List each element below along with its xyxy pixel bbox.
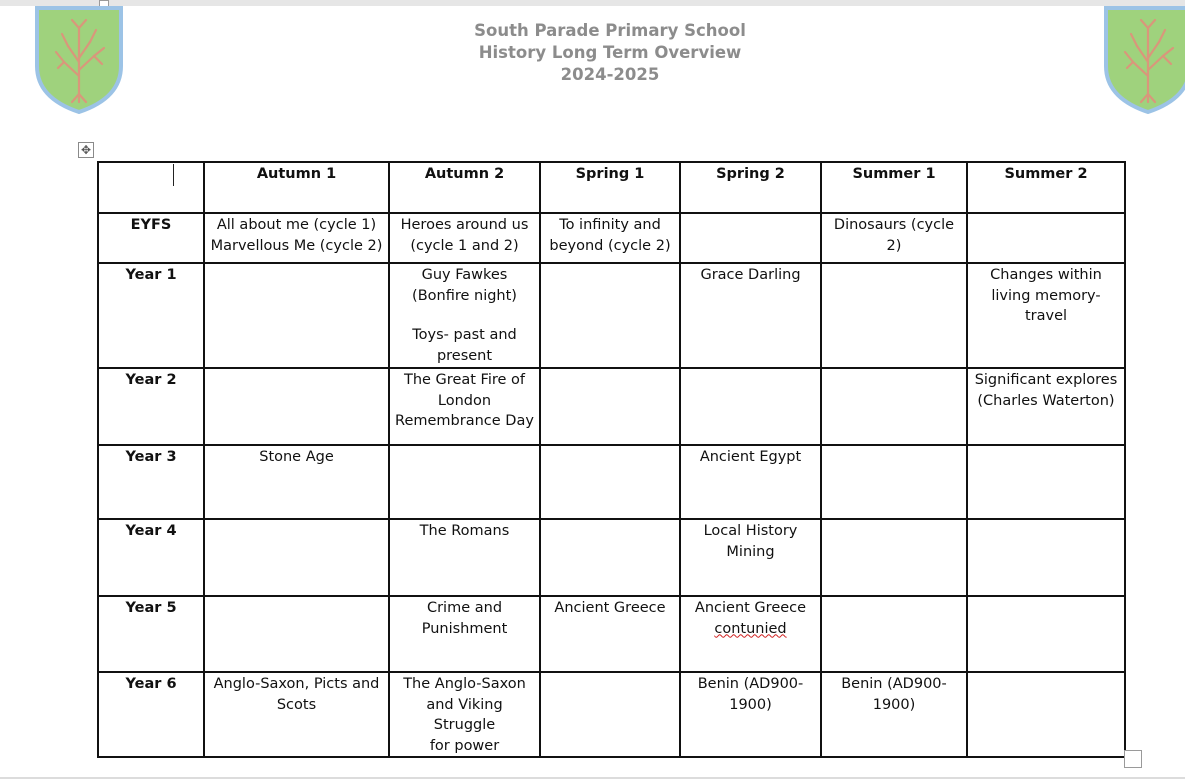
cell-line: Crime and	[426, 600, 503, 616]
table-cell[interactable]	[540, 596, 680, 672]
cell-line: Punishment	[421, 620, 508, 637]
cell-line: Toys- past and	[412, 327, 517, 343]
table-move-handle-icon[interactable]: ✥	[78, 142, 94, 158]
table-cell[interactable]	[540, 368, 680, 445]
text-cursor	[173, 164, 174, 186]
column-header: Spring 2	[680, 162, 821, 213]
school-name: South Parade Primary School	[474, 21, 746, 40]
table-cell[interactable]	[680, 672, 821, 757]
column-header: Summer 1	[821, 162, 967, 213]
table-row	[98, 368, 1125, 445]
row-label: EYFS	[98, 213, 204, 263]
table-cell[interactable]	[967, 519, 1125, 596]
table-cell[interactable]	[680, 445, 821, 519]
table-cell[interactable]	[540, 263, 680, 368]
table-cell[interactable]	[540, 445, 680, 519]
table-cell[interactable]	[821, 445, 967, 519]
table-cell[interactable]	[540, 213, 680, 263]
table-cell[interactable]	[389, 213, 540, 263]
table-cell[interactable]	[389, 445, 540, 519]
column-header: Autumn 1	[204, 162, 389, 213]
row-label: Year 5	[98, 596, 204, 672]
cell-line: beyond (cycle 2)	[549, 237, 671, 254]
cell-line: 1900)	[729, 696, 772, 713]
table-cell[interactable]	[204, 368, 389, 445]
table-cell[interactable]	[821, 263, 967, 368]
cell-line: Significant explores	[974, 372, 1118, 388]
table-cell[interactable]	[389, 263, 540, 368]
row-label: Year 3	[98, 445, 204, 519]
cell-line: Anglo-Saxon, Picts and	[213, 676, 380, 692]
cell-line: 1900)	[872, 696, 916, 713]
cell-line: Grace Darling	[700, 267, 801, 283]
cell-line: (Charles Waterton)	[977, 392, 1115, 409]
document-title: History Long Term Overview	[478, 43, 742, 62]
table-cell[interactable]	[389, 672, 540, 757]
table-cell[interactable]	[204, 263, 389, 368]
column-header: Spring 1	[540, 162, 680, 213]
table-cell[interactable]	[821, 368, 967, 445]
table-cell[interactable]	[389, 596, 540, 672]
table-cell[interactable]	[680, 519, 821, 596]
table-row	[98, 445, 1125, 519]
cell-line: Stone Age	[259, 449, 334, 465]
school-crest-icon	[1103, 6, 1185, 114]
table-cell[interactable]	[967, 213, 1125, 263]
cell-line: Guy Fawkes	[421, 267, 508, 283]
table-cell[interactable]	[967, 672, 1125, 757]
table-cell[interactable]	[389, 368, 540, 445]
table-cell[interactable]	[204, 519, 389, 596]
cell-line: The Great Fire of	[403, 372, 526, 388]
cell-line: living memory- travel	[991, 287, 1101, 324]
table-cell[interactable]	[821, 672, 967, 757]
misspelled-word[interactable]: contunied	[714, 620, 787, 637]
table-cell[interactable]	[204, 672, 389, 757]
table-cell[interactable]	[540, 519, 680, 596]
column-header: Autumn 2	[389, 162, 540, 213]
page-top-edge	[0, 0, 1185, 6]
table-cell[interactable]	[967, 445, 1125, 519]
cell-line: To infinity and	[559, 217, 661, 233]
table-cell[interactable]	[821, 596, 967, 672]
cell-line: Ancient Egypt	[699, 449, 802, 465]
table-cell[interactable]	[204, 213, 389, 263]
cell-line: and Viking Struggle	[426, 696, 503, 733]
table-cell[interactable]	[821, 213, 967, 263]
cell-line: Remembrance Day	[395, 413, 534, 429]
table-cell[interactable]	[967, 263, 1125, 368]
table-cell[interactable]	[967, 596, 1125, 672]
cell-line: London	[437, 392, 492, 409]
row-label: Year 6	[98, 672, 204, 757]
table-cell[interactable]	[680, 263, 821, 368]
table-row	[98, 596, 1125, 672]
cell-line: Changes within	[990, 267, 1102, 283]
cell-line: Scots	[276, 696, 317, 713]
cell-line: Mining	[726, 543, 775, 560]
cell-line: (Bonfire night)	[412, 287, 517, 304]
cell-line: All about me (cycle 1)	[216, 217, 377, 233]
cell-line: Benin (AD900-	[841, 676, 947, 692]
column-header: Summer 2	[967, 162, 1125, 213]
table-row	[98, 213, 1125, 263]
table-row	[98, 672, 1125, 757]
cell-line: present	[436, 347, 493, 364]
table-cell[interactable]	[680, 368, 821, 445]
table-row	[98, 263, 1125, 368]
cell-line: Marvellous Me (cycle 2)	[210, 237, 383, 254]
cell-line: (cycle 1 and 2)	[410, 237, 519, 254]
table-cell[interactable]	[204, 596, 389, 672]
document-header	[400, 20, 820, 86]
school-crest-icon	[34, 6, 124, 114]
cell-line: Benin (AD900-	[697, 676, 804, 692]
history-overview-table	[97, 161, 1126, 758]
cell-spacer	[395, 306, 534, 325]
table-cell[interactable]	[204, 445, 389, 519]
row-label: Year 4	[98, 519, 204, 596]
cell-line: Ancient Greece	[554, 600, 666, 616]
cell-line: Local History	[703, 523, 798, 539]
cell-line: Ancient Greece	[694, 600, 807, 616]
table-header-row	[98, 162, 1125, 213]
table-cell[interactable]	[680, 596, 821, 672]
table-cell[interactable]	[540, 672, 680, 757]
table-resize-handle-icon[interactable]	[1124, 750, 1142, 768]
table-row	[98, 519, 1125, 596]
cell-line: for power	[429, 737, 500, 754]
cell-line: The Anglo-Saxon	[403, 676, 526, 692]
document-year: 2024-2025	[560, 65, 660, 84]
row-label: Year 2	[98, 368, 204, 445]
table-cell[interactable]	[389, 519, 540, 596]
corner-cell[interactable]	[98, 162, 204, 213]
table-cell[interactable]	[680, 213, 821, 263]
cell-line: Heroes around us	[400, 217, 529, 233]
cell-line: Dinosaurs (cycle 2)	[833, 217, 955, 254]
cell-line: The Romans	[419, 523, 510, 539]
row-label: Year 1	[98, 263, 204, 368]
table-cell[interactable]	[821, 519, 967, 596]
table-cell[interactable]	[967, 368, 1125, 445]
